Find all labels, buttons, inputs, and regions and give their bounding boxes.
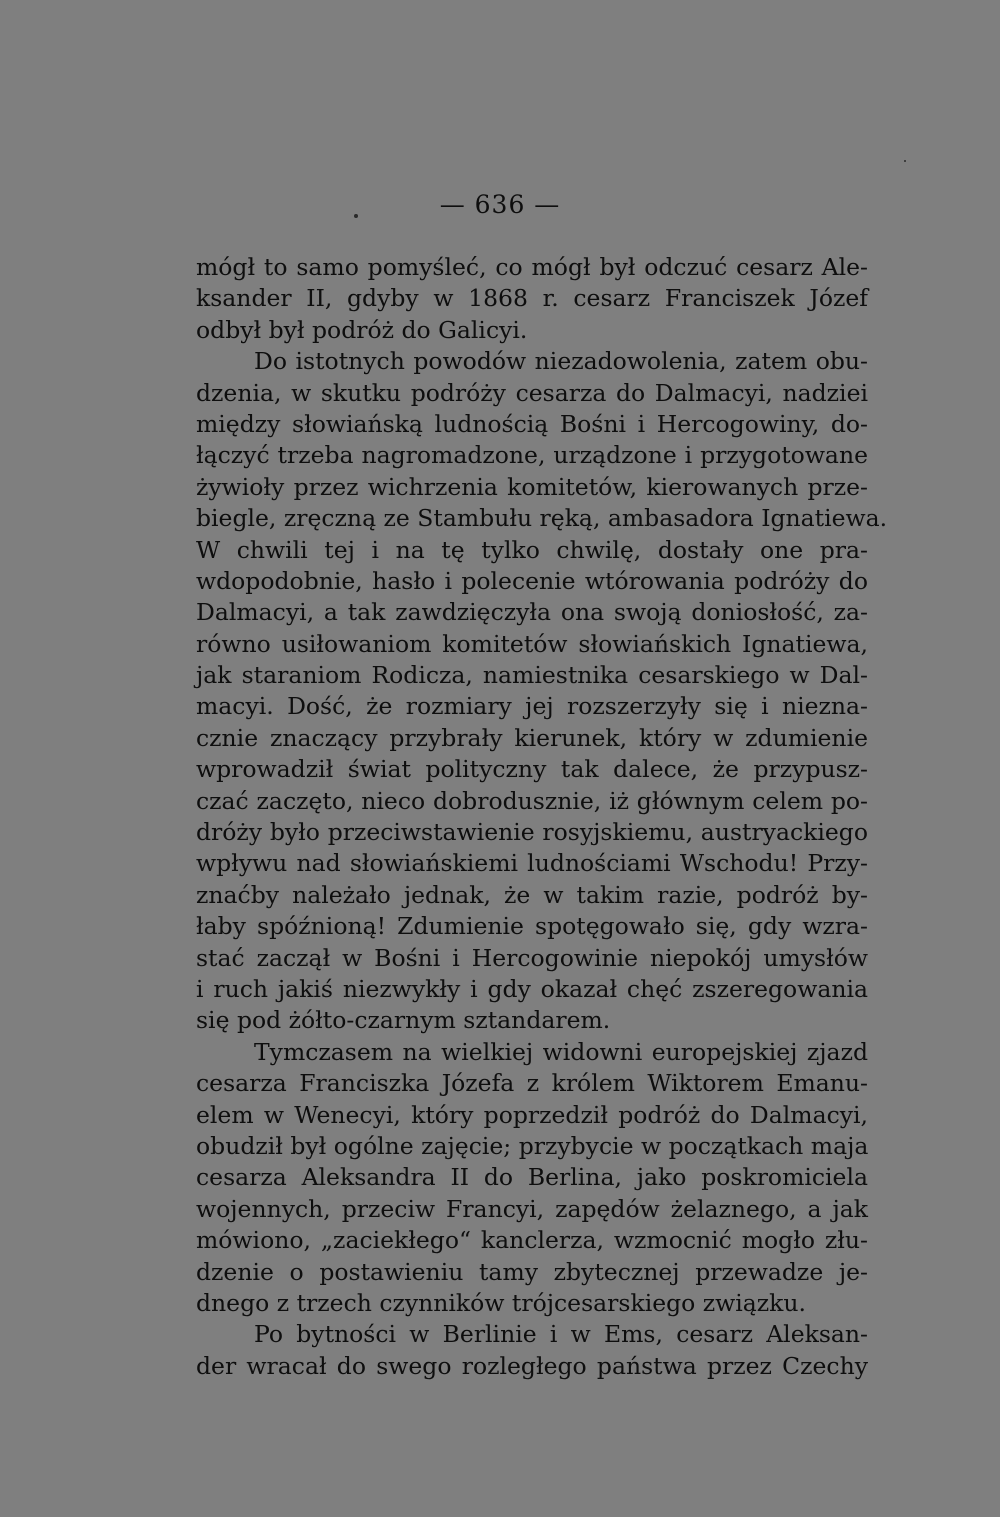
text-line: wdopodobnie, hasło i polecenie wtórowania podróży do [196,566,868,595]
text-line: der wracał do swego rozległego państwa przez Czechy [196,1351,868,1380]
text-line: żywioły przez wichrzenia komitetów, kierowanych prze- [196,472,868,501]
text-line: wprowadził świat polityczny tak dalece, że przypusz- [196,755,868,784]
text-line: łączyć trzeba nagromadzone, urządzone i przygotowane [196,441,868,470]
scan-speck [904,160,906,162]
text-line: dzenie o postawieniu tamy zbytecznej przewadze je- [196,1257,868,1286]
text-line: obudził był ogólne zajęcie; przybycie w początkach maja [196,1131,869,1160]
text-line: Po bytności w Berlinie i w Ems, cesarz Aleksan- [254,1320,868,1349]
text-line: znaćby należało jednak, że w takim razie, podróż by- [196,880,868,909]
text-line: cesarza Franciszka Józefa z królem Wiktorem Emanu- [196,1069,868,1098]
text-line: cznie znaczący przybrały kierunek, który w zdumienie [196,723,868,752]
text-line: Dalmacyi, a tak zawdzięczyła ona swoją doniosłość, za- [196,598,868,627]
text-line: biegle, zręczną ze Stambułu ręką, ambasadora Ignatiewa. [196,504,888,533]
text-line: elem w Wenecyi, który poprzedził podróż do Dalmacyi, [196,1100,868,1129]
text-line: dnego z trzech czynników trójcesarskiego związku. [196,1288,807,1317]
text-line: wojennych, przeciw Francyi, zapędów żelaznego, a jak [196,1194,868,1223]
text-line: W chwili tej i na tę tylko chwilę, dostały one pra- [196,535,868,564]
text-line: się pod żółto-czarnym sztandarem. [196,1006,611,1035]
text-line: dróży było przeciwstawienie rosyjskiemu, austryackiego [196,818,868,847]
text-line: mógł to samo pomyśleć, co mógł był odczuć cesarz Ale- [196,253,868,281]
text-line: jak staraniom Rodicza, namiestnika cesarskiego w Dal- [196,661,868,690]
text-line: między słowiańską ludnością Bośni i Hercogowiny, do- [196,409,868,438]
text-line: czać zaczęto, nieco dobrodusznie, iż głównym celem po- [196,786,868,815]
text-line: macyi. Dość, że rozmiary jej rozszerzyły się i nieznа- [196,692,868,721]
body-text [196,252,888,1382]
text-line: odbył był podróż do Galicyi. [196,315,528,344]
page-number: — 636 — [439,190,561,219]
text-line: Do istotnych powodów niezadowolenia, zatem obu- [254,347,868,376]
text-line: wpływu nad słowiańskiemi ludnościami Wschodu! Przy- [196,849,868,878]
text-line: łaby spóźnioną! Zdumienie spotęgowało się, gdy wzra- [196,912,868,941]
text-line: Tymczasem na wielkiej widowni europejskiej zjazd [254,1037,868,1066]
text-line: stać zaczął w Bośni i Hercogowinie niepokój umysłów [196,943,868,972]
text-line: cesarza Aleksandra II do Berlina, jako poskromiciela [196,1163,868,1192]
text-line: równo usiłowaniom komitetów słowiańskich Ignatiewa, [196,629,868,658]
text-line: mówiono, „zaciekłego“ kanclerza, wzmocnić mogło złu- [196,1226,868,1255]
text-line: dzenia, w skutku podróży cesarza do Dalmacyi, nadziei [196,378,868,407]
text-line: i ruch jakiś niezwykły i gdy okazał chęć zszeregowania [196,974,868,1003]
text-line: ksander II, gdyby w 1868 r. cesarz Franciszek Józef [196,284,868,313]
